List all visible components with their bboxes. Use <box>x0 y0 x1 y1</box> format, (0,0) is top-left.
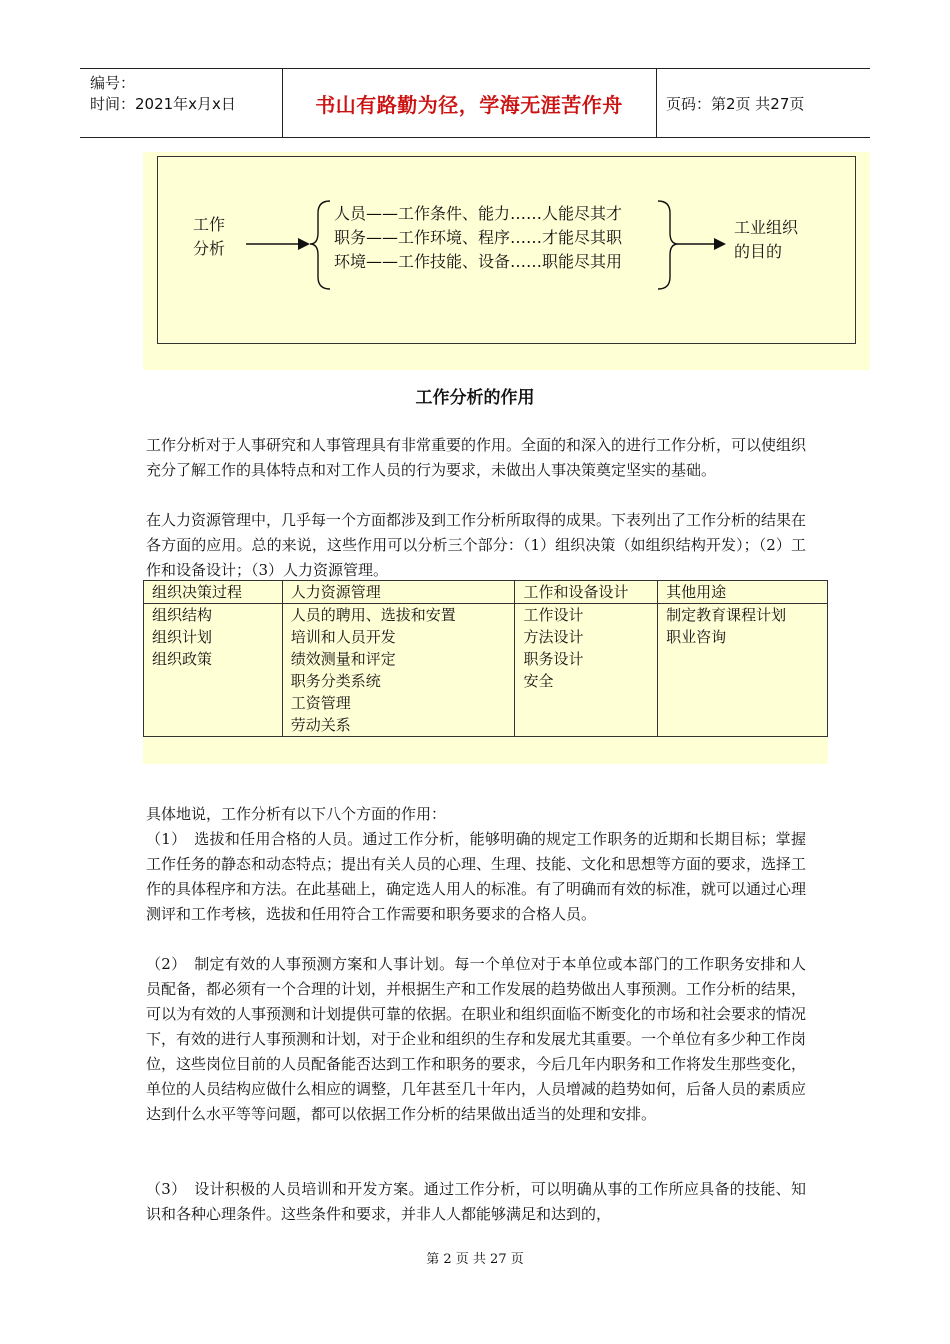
diagram-item: 职务——工作环境、程序……才能尽其职 <box>334 228 623 247</box>
paragraph: 在人力资源管理中，几乎每一个方面都涉及到工作分析所取得的成果。下表列出了工作分析的结果在各方面的应用。总的来说，这些作用可以分析三个部分：（1）组织决策（如组织结构开发）；（2）工作和设备设计；（3）人力资源管理。 <box>146 511 807 579</box>
diagram-items <box>334 202 622 274</box>
diagram-item: 人员——工作条件、能力……人能尽其才 <box>334 204 623 223</box>
application-table-wrapper <box>143 580 828 764</box>
paragraph: （2） 制定有效的人事预测方案和人事计划。每一个单位对于本单位或本部门的工作职务安排和人员配备，都必须有一个合理的计划，并根据生产和工作发展的趋势做出人事预测。工作分析的结果，可以为有效的人事预测和计划提供可靠的依据。在职业和组织面临不断变化的市场和社会要求的情况下，有效的进行人事预测和计划，对于企业和组织的生存和发展尤其重要。一个单位有多少种工作岗位，这些岗位目前的人员配备能否达到工作和职务的要求，今后几年内职务和工作将发生那些变化，单位的人员结构应做什么相应的调整，几年甚至几十年内，人员增减的趋势如何，后备人员的素质应达到什么水平等等问题，都可以依据工作分析的结果做出适当的处理和安排。 <box>146 955 807 1123</box>
paragraph: 工作分析对于人事研究和人事管理具有非常重要的作用。全面的和深入的进行工作分析，可以使组织充分了解工作的具体特点和对工作人员的行为要求，未做出人事决策奠定坚实的基础。 <box>146 436 807 479</box>
date-label: 时间：2021年x月x日 <box>90 95 236 113</box>
table-cell-other-uses: 制定教育课程计划 职业咨询 <box>658 604 828 737</box>
arrow-right-icon <box>298 238 310 250</box>
table-header-cell: 其他用途 <box>658 581 828 604</box>
header-meta <box>90 73 236 115</box>
table-cell-equipment-design: 工作设计 方法设计 职务设计 安全 <box>515 604 658 737</box>
header-motto: 书山有路勤为径，学海无涯苦作舟 <box>315 92 623 117</box>
left-brace-icon <box>310 201 330 289</box>
table-cell-org-decision: 组织结构 组织计划 组织政策 <box>144 604 283 737</box>
right-brace-icon <box>658 201 678 289</box>
table-header-row <box>144 581 828 604</box>
diagram-left-label: 工作 分析 <box>193 215 226 258</box>
doc-number-label: 编号： <box>90 74 136 92</box>
diagram-item: 环境——工作技能、设备……职能尽其用 <box>334 252 623 271</box>
figure-caption: 工作分析的作用 <box>415 388 535 408</box>
paragraph: （3） 设计积极的人员培训和开发方案。通过工作分析，可以明确从事的工作所应具备的技能、知识和各种心理条件。这些条件和要求，并非人人都能够满足和达到的， <box>146 1180 806 1223</box>
table-header-cell: 工作和设备设计 <box>515 581 658 604</box>
table-row <box>144 604 828 737</box>
page-footer: 第 2 页 共 27 页 <box>426 1252 524 1267</box>
paragraph: 具体地说，工作分析有以下八个方面的作用： <box>146 805 447 823</box>
job-analysis-diagram <box>143 152 870 370</box>
application-table <box>143 580 828 737</box>
table-cell-hr-management: 人员的聘用、选拔和安置 培训和人员开发 绩效测量和评定 职务分类系统 工资管理 劳动关系 <box>282 604 515 737</box>
table-header-cell: 组织决策过程 <box>144 581 283 604</box>
diagram-frame <box>157 156 856 344</box>
table-header-cell: 人力资源管理 <box>282 581 515 604</box>
paragraph: （1） 选拔和任用合格的人员。通过工作分析，能够明确的规定工作职务的近期和长期目标；掌握工作任务的静态和动态特点；提出有关人员的心理、生理、技能、文化和思想等方面的要求，选择工作的具体程序和方法。在此基础上，确定选人用人的标准。有了明确而有效的标准，就可以通过心理测评和工作考核，选拔和任用符合工作需要和职务要求的合格人员。 <box>146 830 807 923</box>
page-header <box>80 68 870 138</box>
arrow-right-icon <box>714 238 726 250</box>
header-divider <box>656 69 657 137</box>
diagram-right-label: 工业组织 的目的 <box>734 218 799 261</box>
header-page-info: 页码：第2页 共27页 <box>666 95 805 113</box>
